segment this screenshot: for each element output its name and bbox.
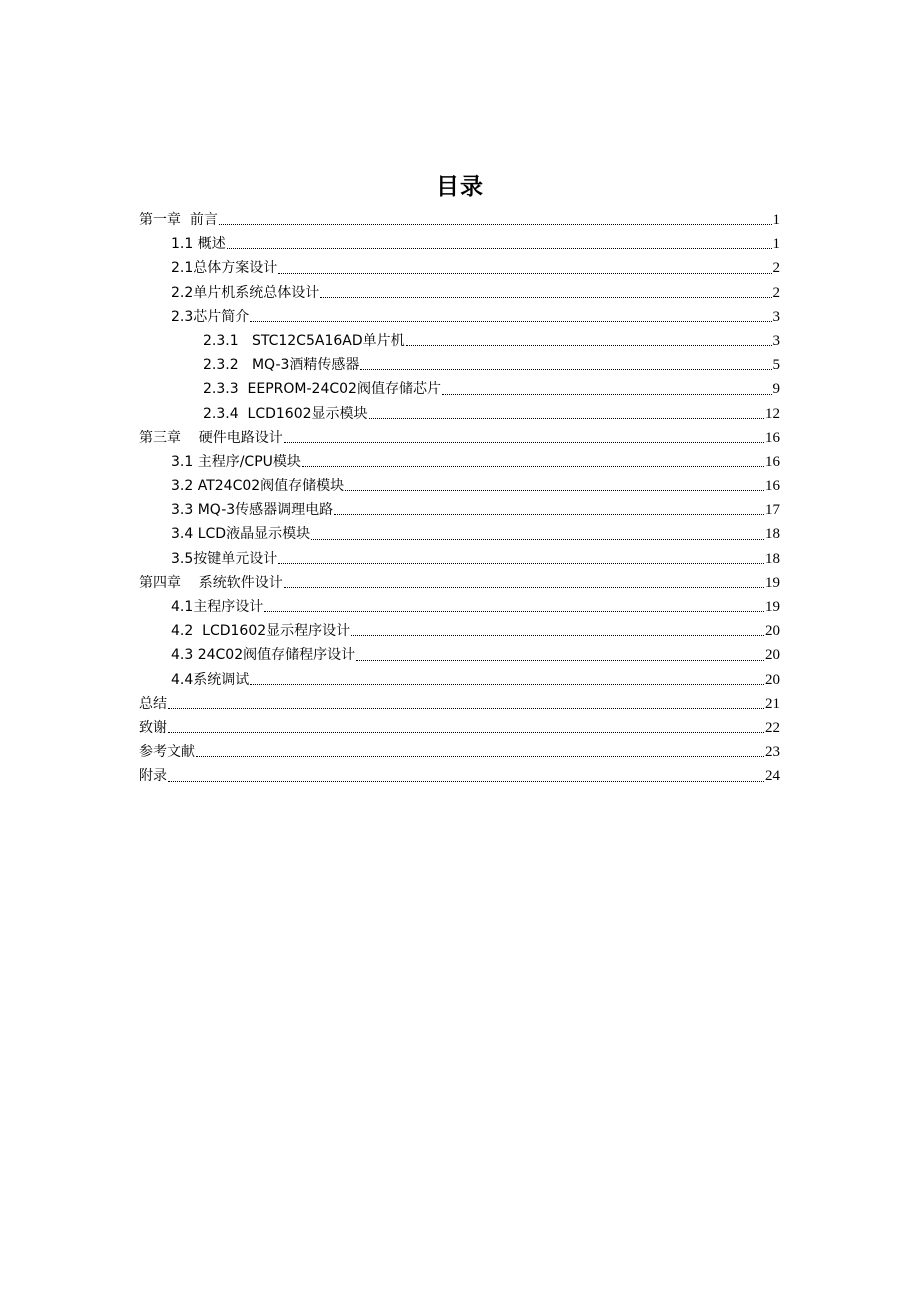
dot-leader [345,486,764,491]
dot-leader [227,244,772,249]
toc-entry-page-number: 3 [772,308,780,325]
toc-entry-title: 附录 [139,768,167,785]
toc-entry-page-number: 5 [772,357,780,374]
toc-entry-title: 总结 [139,695,167,712]
toc-entry-title: 第三章 硬件电路设计 [139,429,283,446]
dot-leader [219,220,772,225]
dot-leader [284,583,764,588]
dot-leader [250,317,771,322]
toc-entry-title: 3.3 MQ-3传感器调理电路 [171,502,334,519]
dot-leader [284,438,764,443]
toc-entry-page-number: 19 [765,574,780,591]
toc-entry-title: 4.4系统调试 [171,671,250,688]
toc-entry[interactable] [139,450,780,474]
toc-entry-page-number: 18 [765,550,780,567]
toc-entry[interactable] [139,764,780,788]
dot-leader [278,269,771,274]
toc-entry-title: 4.1主程序设计 [171,599,264,615]
dot-leader [406,341,772,346]
dot-leader [360,365,771,370]
toc-entry[interactable] [139,426,780,450]
toc-title: 目录 [436,174,484,200]
dot-leader [168,728,764,733]
toc-entry-page-number: 3 [772,332,780,349]
toc-entry-page-number: 16 [765,429,780,446]
toc-entry[interactable] [139,643,780,667]
toc-entry-page-number: 20 [765,671,780,688]
toc-entry-page-number: 18 [765,526,780,543]
toc-entry-title: 2.3.3 EEPROM-24C02阀值存储芯片 [203,381,441,398]
toc-entry-title: 致谢 [139,719,167,736]
toc-entry[interactable] [139,547,780,571]
dot-leader [168,704,764,709]
dot-leader [320,293,771,298]
dot-leader [334,510,764,515]
dot-leader [168,777,764,782]
toc-entry-page-number: 23 [765,744,780,761]
toc-entry-page-number: 2 [772,260,780,277]
dot-leader [442,390,772,395]
toc-entry-title: 参考文献 [139,744,195,761]
toc-entry[interactable] [139,522,780,546]
toc-entry-title: 2.3.4 LCD1602显示模块 [203,405,368,422]
toc-entry[interactable] [139,474,780,498]
toc-entry[interactable] [139,305,780,329]
toc-entry-title: 3.2 AT24C02阀值存储模块 [171,478,345,495]
toc-entry-title: 第一章 前言 [139,212,218,228]
toc-entry[interactable] [139,402,780,426]
toc-entry-title: 4.2 LCD1602显示程序设计 [171,623,351,640]
toc-entry[interactable] [139,232,780,256]
toc-entry-title: 2.3芯片简介 [171,308,250,325]
dot-leader [196,752,764,757]
dot-leader [302,462,764,467]
dot-leader [264,607,764,612]
toc-entry[interactable] [139,377,780,401]
toc-entry[interactable] [139,208,780,232]
toc-entry-page-number: 16 [765,478,780,495]
toc-entry-page-number: 21 [765,695,780,712]
dot-leader [311,535,764,540]
toc-entry-page-number: 24 [765,768,780,785]
toc-entry-title: 第四章 系统软件设计 [139,574,283,591]
toc-entry-page-number: 9 [772,381,780,398]
toc-entry-title: 2.3.2 MQ-3酒精传感器 [203,357,360,374]
dot-leader [351,631,764,636]
toc-entry[interactable] [139,571,780,595]
toc-entry[interactable] [139,256,780,280]
toc-entry[interactable] [139,329,780,353]
dot-leader [356,656,764,661]
toc-entry-title: 2.3.1 STC12C5A16AD单片机 [203,332,405,349]
toc-entry-page-number: 16 [765,453,780,470]
dot-leader [369,414,764,419]
toc-entry-title: 2.1总体方案设计 [171,260,278,277]
toc-entry[interactable] [139,498,780,522]
dot-leader [278,559,764,564]
toc-entry-title: 3.5按键单元设计 [171,550,278,567]
toc-entry-page-number: 20 [765,647,780,664]
toc-entry[interactable] [139,353,780,377]
dot-leader [250,680,764,685]
toc-entry-page-number: 17 [765,502,780,519]
toc-entry-page-number: 20 [765,623,780,640]
toc-entry-page-number: 2 [772,284,780,301]
table-of-contents [139,208,780,789]
toc-entry[interactable] [139,716,780,740]
toc-entry[interactable] [139,281,780,305]
toc-entry-title: 3.4 LCD液晶显示模块 [171,526,311,543]
toc-entry-title: 4.3 24C02阀值存储程序设计 [171,647,356,664]
toc-entry-page-number: 12 [765,405,780,422]
toc-entry[interactable] [139,668,780,692]
toc-entry-page-number: 19 [765,599,780,615]
toc-entry[interactable] [139,692,780,716]
toc-entry[interactable] [139,595,780,619]
toc-entry[interactable] [139,619,780,643]
toc-entry[interactable] [139,740,780,764]
toc-entry-title: 1.1 概述 [171,236,226,253]
toc-entry-title: 2.2单片机系统总体设计 [171,284,320,301]
toc-entry-page-number: 22 [765,719,780,736]
toc-entry-page-number: 1 [772,236,780,253]
toc-entry-title: 3.1 主程序/CPU模块 [171,453,301,470]
toc-entry-page-number: 1 [772,212,780,228]
